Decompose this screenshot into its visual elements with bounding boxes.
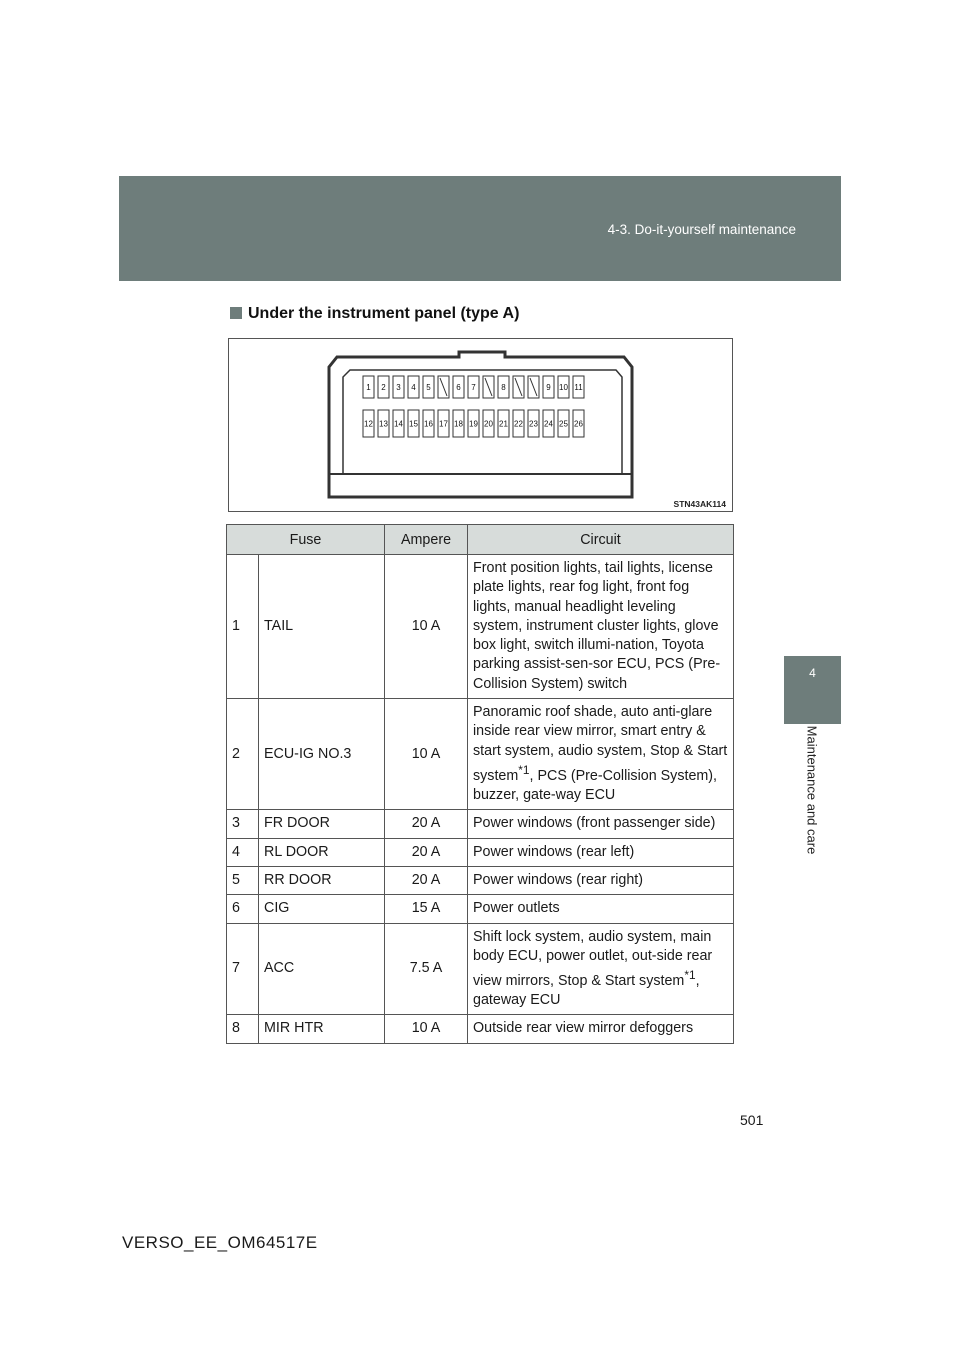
top-row-slot xyxy=(363,376,374,398)
fuse-number: 6 xyxy=(227,895,259,923)
top-row-slot xyxy=(558,376,569,398)
chapter-label: Maintenance and care xyxy=(804,725,820,855)
fuse-slot-label: 25 xyxy=(559,419,568,429)
document-code: VERSO_EE_OM64517E xyxy=(122,1233,318,1252)
fuse-name: TAIL xyxy=(259,555,385,699)
fuse-slot-label: 2 xyxy=(381,383,386,392)
table-row xyxy=(227,810,734,838)
fuse-number: 2 xyxy=(227,699,259,810)
bottom-row-slot xyxy=(363,410,374,437)
fuse-number: 3 xyxy=(227,810,259,838)
fuse-circuit: Power windows (rear right) xyxy=(468,866,734,894)
fuse-slot-label: 23 xyxy=(529,419,538,429)
fuse-slot-label: 21 xyxy=(499,419,508,429)
fuse-slot-label: 11 xyxy=(574,383,583,392)
fuse-circuit: Power outlets xyxy=(468,895,734,923)
bottom-row-slot xyxy=(468,410,479,437)
fuse-ampere: 10 A xyxy=(385,1015,468,1043)
fuse-box-diagram xyxy=(228,338,733,512)
fuse-slot-label: 24 xyxy=(544,419,553,429)
fuse-slot-label: 1 xyxy=(366,383,371,392)
table-header-row xyxy=(227,525,734,555)
fuse-name: ACC xyxy=(259,923,385,1015)
top-row-slot xyxy=(573,376,584,398)
fuse-name: RR DOOR xyxy=(259,866,385,894)
fuse-number: 8 xyxy=(227,1015,259,1043)
diagram-code: STN43AK114 xyxy=(673,499,726,509)
fuse-circuit xyxy=(468,923,734,1015)
fuse-circuit: Power windows (front passenger side) xyxy=(468,810,734,838)
bottom-row-slot xyxy=(483,410,494,437)
fuse-slot-label: 18 xyxy=(454,419,463,429)
fuse-circuit xyxy=(468,699,734,810)
bottom-row-slot xyxy=(573,410,584,437)
chapter-number: 4 xyxy=(809,666,816,680)
fuse-number: 5 xyxy=(227,866,259,894)
fuse-table xyxy=(226,524,734,1044)
chapter-header xyxy=(119,176,841,281)
bottom-row-slot xyxy=(528,410,539,437)
fuse-circuit: Power windows (rear left) xyxy=(468,838,734,866)
fuse-ampere: 7.5 A xyxy=(385,923,468,1015)
fuse-slot-label: 13 xyxy=(379,419,388,429)
top-row-slot xyxy=(408,376,419,398)
fuse-circuit: Front position lights, tail lights, license plate lights, rear fog light, front fog lights, manual headlight leveling system, instrument cluster lights, glove box light, switch illumi-nation, Toyota parking assist-sen-sor ECU, PCS (Pre-Collision System) switch xyxy=(468,555,734,699)
fuse-ampere: 10 A xyxy=(385,699,468,810)
fuse-ampere: 10 A xyxy=(385,555,468,699)
bottom-row-slot xyxy=(408,410,419,437)
top-row-slot xyxy=(483,376,494,398)
table-row xyxy=(227,923,734,1015)
fuse-slot-label: 7 xyxy=(471,383,476,392)
fuse-slot-label: 14 xyxy=(394,419,403,429)
header-circuit: Circuit xyxy=(468,525,734,555)
fuse-name: CIG xyxy=(259,895,385,923)
table-row xyxy=(227,895,734,923)
fuse-circuit: Outside rear view mirror defoggers xyxy=(468,1015,734,1043)
top-row-slot xyxy=(468,376,479,398)
fuse-slot-label: 16 xyxy=(424,419,433,429)
circuit-text-cont: , PCS (Pre-Collision System), buzzer, gate-way ECU xyxy=(473,767,718,804)
fuse-slot-label: 6 xyxy=(456,383,461,392)
fuse-slot-label: 26 xyxy=(574,419,583,429)
top-row-slot xyxy=(543,376,554,398)
table-row xyxy=(227,555,734,699)
fuse-ampere: 15 A xyxy=(385,895,468,923)
fuse-slot-label: 8 xyxy=(501,383,506,392)
bottom-row-slot xyxy=(498,410,509,437)
table-row xyxy=(227,866,734,894)
section-title xyxy=(230,305,519,323)
fuse-number: 4 xyxy=(227,838,259,866)
top-row-slot xyxy=(438,376,449,398)
fuse-number: 7 xyxy=(227,923,259,1015)
fuse-slot-label: 15 xyxy=(409,419,418,429)
header-fuse: Fuse xyxy=(227,525,385,555)
top-row-slot xyxy=(513,376,524,398)
table-row xyxy=(227,838,734,866)
fuse-slot-label: 9 xyxy=(546,383,551,392)
fuse-slot-label: 17 xyxy=(439,419,448,429)
fuse-slot-label: 20 xyxy=(484,419,493,429)
fuse-number: 1 xyxy=(227,555,259,699)
top-row-slot xyxy=(498,376,509,398)
circuit-text-cont: , gateway ECU xyxy=(473,972,700,1009)
fuse-name: FR DOOR xyxy=(259,810,385,838)
circuit-text: Shift lock system, audio system, main body ECU, power outlet, out-side rear view mirrors, Stop & Start system xyxy=(473,928,713,989)
footnote-marker: *1 xyxy=(684,968,696,983)
square-bullet-icon xyxy=(230,307,242,319)
top-row-slot xyxy=(423,376,434,398)
page-number: 501 xyxy=(740,1112,764,1128)
bottom-row-slot xyxy=(378,410,389,437)
top-row-slot xyxy=(378,376,389,398)
bottom-row-slot xyxy=(453,410,464,437)
fuse-slot-label: 10 xyxy=(559,383,568,392)
table-row xyxy=(227,699,734,810)
fuse-slot-label: 3 xyxy=(396,383,401,392)
section-title-text: Under the instrument panel (type A) xyxy=(248,305,520,322)
chapter-tab xyxy=(784,656,841,724)
bottom-row-slot xyxy=(513,410,524,437)
bottom-row-slot xyxy=(438,410,449,437)
bottom-row-slot xyxy=(393,410,404,437)
fuse-slot-label: 19 xyxy=(469,419,478,429)
bottom-row-slot xyxy=(423,410,434,437)
top-row-slot xyxy=(453,376,464,398)
top-row-slot xyxy=(528,376,539,398)
top-row-slot xyxy=(393,376,404,398)
fuse-slot-label: 12 xyxy=(364,419,373,429)
fuse-ampere: 20 A xyxy=(385,866,468,894)
header-ampere: Ampere xyxy=(385,525,468,555)
circuit-text: Panoramic roof shade, auto anti-glare inside rear view mirror, smart entry & start system, audio system, Stop & Start system xyxy=(473,704,728,784)
fuse-slot-label: 4 xyxy=(411,383,416,392)
fuse-name: RL DOOR xyxy=(259,838,385,866)
table-row xyxy=(227,1015,734,1043)
fuse-ampere: 20 A xyxy=(385,838,468,866)
fuse-slot-label: 5 xyxy=(426,383,431,392)
bottom-row-slot xyxy=(558,410,569,437)
fuse-name: MIR HTR xyxy=(259,1015,385,1043)
fuse-ampere: 20 A xyxy=(385,810,468,838)
bottom-row-slot xyxy=(543,410,554,437)
fuse-box-illustration xyxy=(229,339,732,511)
footnote-marker: *1 xyxy=(518,762,530,777)
section-heading: 4-3. Do-it-yourself maintenance xyxy=(607,222,796,237)
fuse-slot-label: 22 xyxy=(514,419,523,429)
fuse-name: ECU-IG NO.3 xyxy=(259,699,385,810)
